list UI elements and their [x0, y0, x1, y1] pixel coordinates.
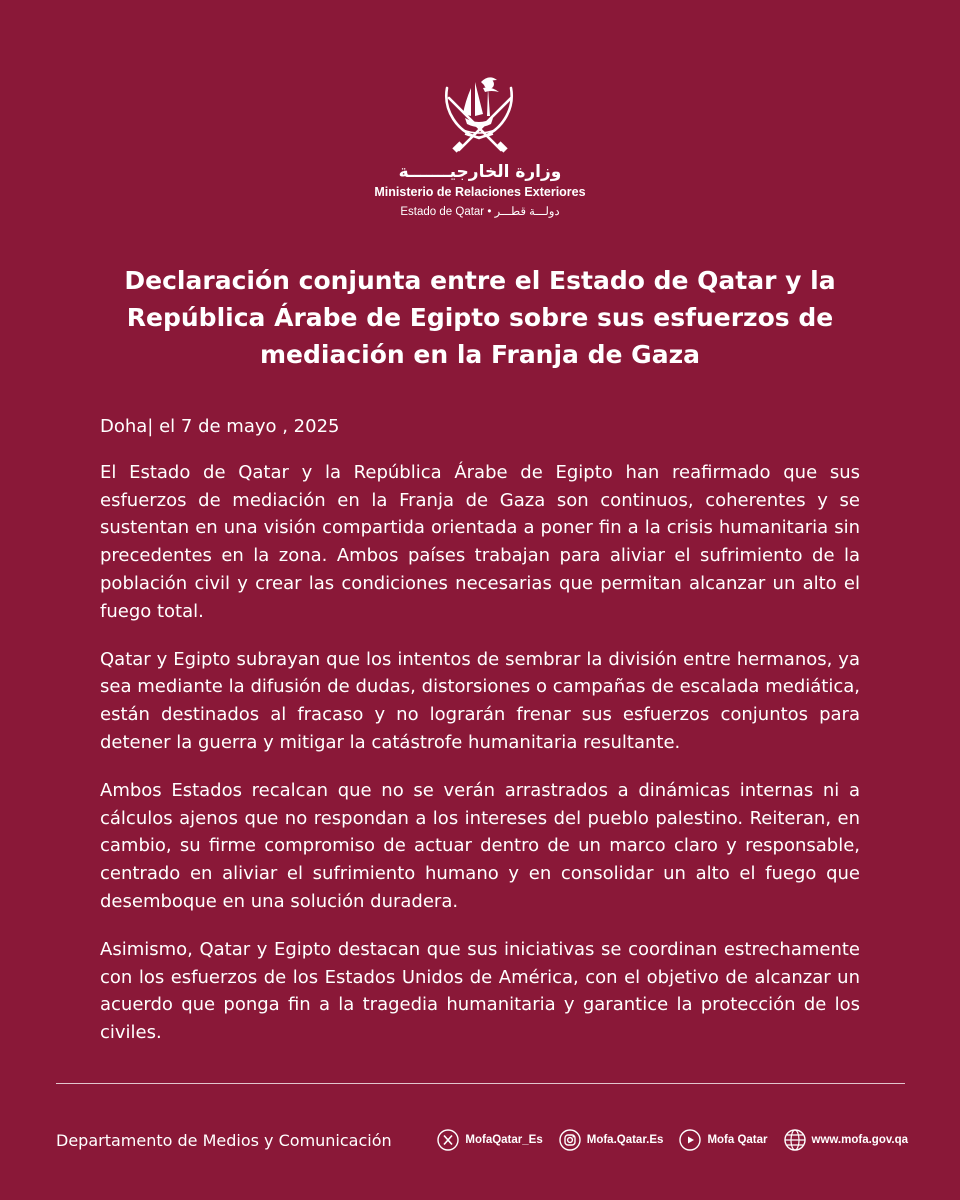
title-line-1: Declaración conjunta entre el Estado de Qatar y la: [124, 266, 836, 295]
ministry-logo: [0, 70, 960, 221]
social-youtube[interactable]: [679, 1129, 767, 1151]
social-instagram-label: Mofa.Qatar.Es: [586, 1134, 664, 1146]
social-links: [437, 1129, 908, 1151]
ministry-name-spanish: Ministerio de Relaciones Exteriores: [374, 185, 586, 199]
social-x[interactable]: [437, 1129, 542, 1151]
footer: [56, 1125, 908, 1155]
social-youtube-label: Mofa Qatar: [707, 1134, 768, 1146]
social-website[interactable]: [784, 1129, 908, 1151]
state-name-arabic: دولـــة قطـــر: [494, 206, 560, 218]
paragraph-1: El Estado de Qatar y la República Árabe de Egipto han reafirmado que sus esfuerzos de mediación en la Franja de Gaza son continuos, coherentes y se sustentan en una visión compartida orientada a poner fin a la crisis humanitaria sin precedentes en la zona. Ambos países trabajan para aliviar el sufrimiento de la población civil y crear las condiciones necesarias que permitan alcanzar un alto el fuego total.: [100, 461, 860, 622]
state-line: [0, 203, 960, 221]
social-website-label: www.mofa.gov.qa: [811, 1134, 908, 1146]
social-x-label: MofaQatar_Es: [465, 1134, 543, 1146]
paragraph-3: Ambos Estados recalcan que no se verán arrastrados a dinámicas internas ni a cálculos ajenos que no respondan a los intereses del pueblo palestino. Reiteran, en cambio, su firme compromiso de actuar dentro de un marco claro y responsable, centrado en aliviar el sufrimiento humano y en consolidar un alto el fuego que desemboque en una solución duradera.: [100, 779, 860, 912]
footer-divider: [56, 1083, 905, 1084]
x-icon: [437, 1129, 459, 1151]
state-separator: •: [487, 206, 492, 218]
department-name: Departamento de Medios y Comunicación: [56, 1130, 392, 1150]
paragraph-2: Qatar y Egipto subrayan que los intentos de sembrar la división entre hermanos, ya sea mediante la difusión de dudas, distorsiones o campañas de escalada mediática, están destinados al fracaso y no lograrán frenar sus esfuerzos conjuntos para detener la guerra y mitigar la catástrofe humanitaria resultante.: [100, 648, 860, 753]
paragraph-4: Asimismo, Qatar y Egipto destacan que sus iniciativas se coordinan estrechamente con los esfuerzos de los Estados Unidos de América, con el objetivo de alcanzar un acuerdo que ponga fin a la tragedia humanitaria y garantice la protección de los civiles.: [100, 938, 860, 1044]
title-line-2: República Árabe de Egipto sobre sus esfuerzos de: [126, 303, 834, 332]
title-line-3: mediación en la Franja de Gaza: [260, 340, 700, 369]
statement-title: [120, 262, 840, 373]
globe-icon: [784, 1129, 806, 1151]
dateline: Doha| el 7 de mayo , 2025: [100, 416, 340, 437]
ministry-name-arabic: وزارة الخارجيـــــــة: [398, 162, 562, 182]
statement-body: [100, 413, 860, 1067]
social-instagram[interactable]: [559, 1129, 664, 1151]
qatar-emblem-icon: [435, 70, 525, 156]
instagram-icon: [559, 1129, 581, 1151]
state-name-spanish: Estado de Qatar: [400, 206, 485, 218]
youtube-icon: [679, 1129, 701, 1151]
